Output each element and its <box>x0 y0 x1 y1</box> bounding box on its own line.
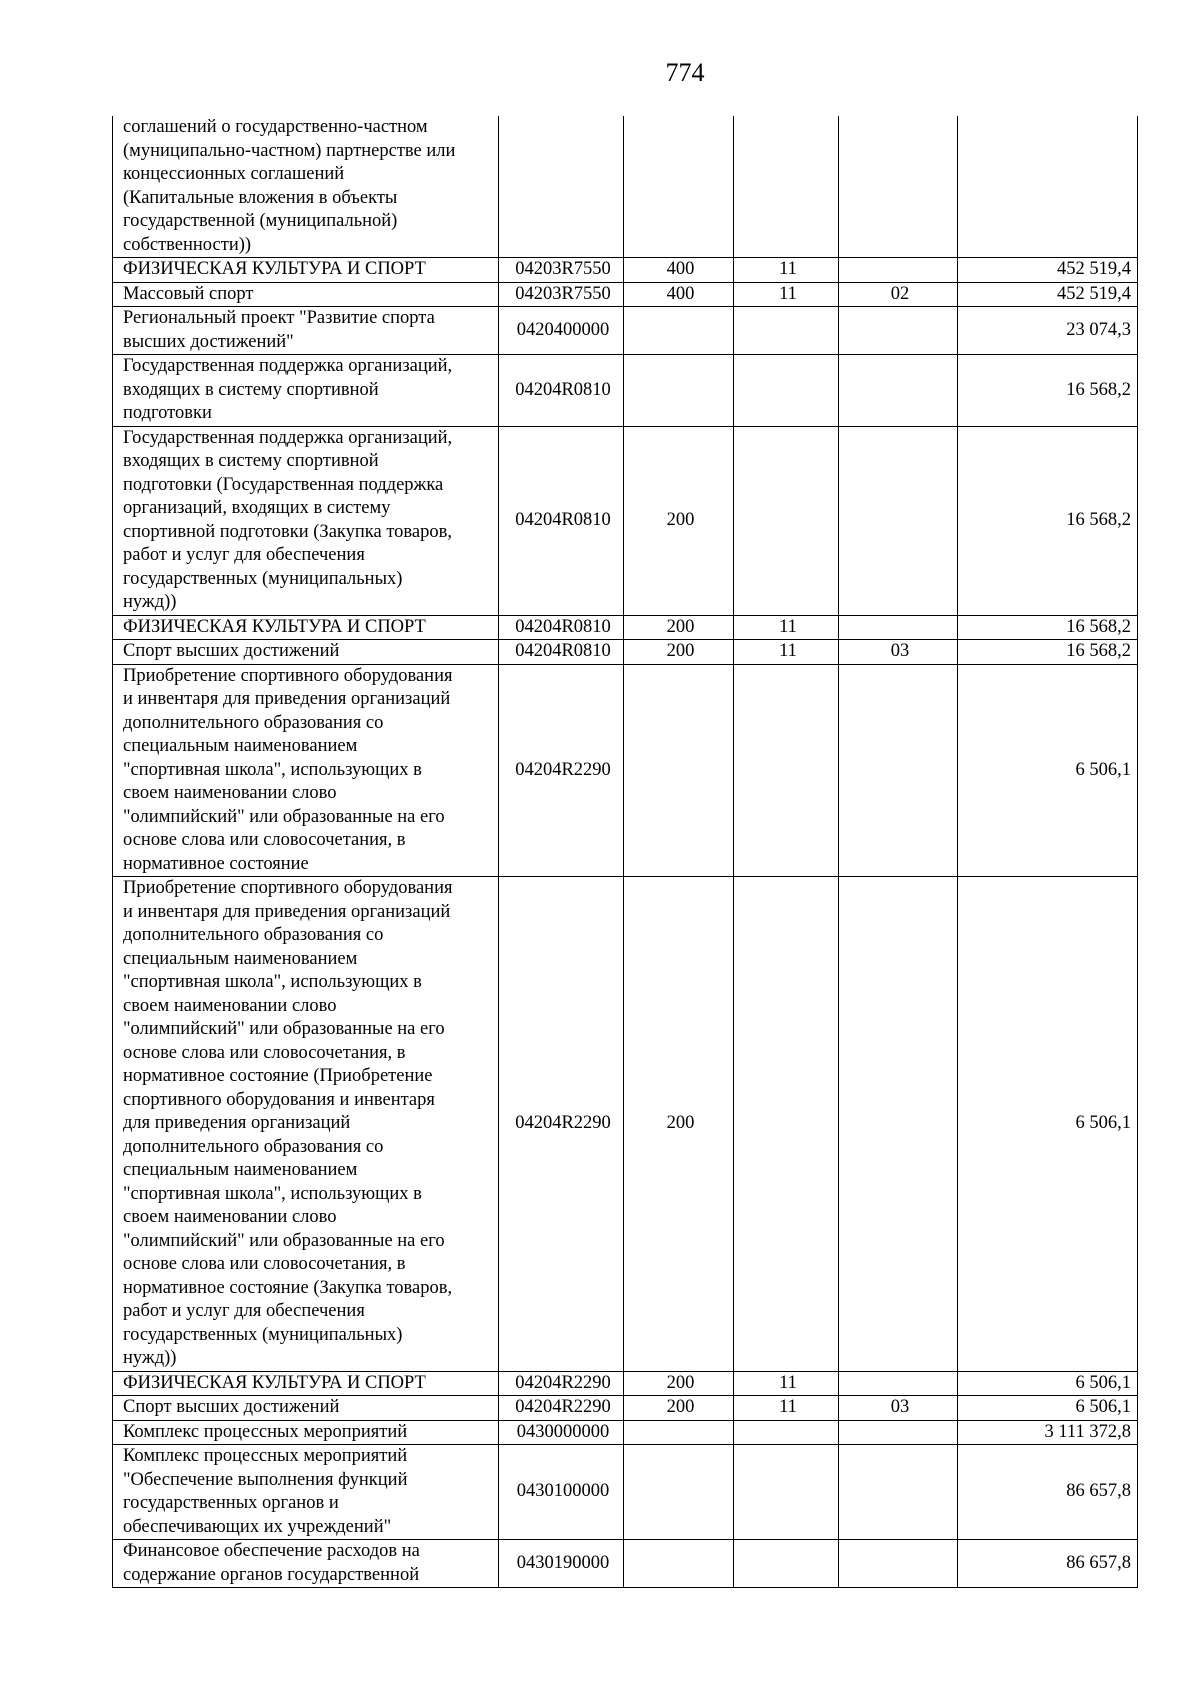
cell-section: 11 <box>734 615 839 640</box>
cell-target-code: 04204R0810 <box>499 640 624 665</box>
table-row <box>113 307 1138 355</box>
cell-name <box>113 615 499 640</box>
row-name-text: соглашений о государственно-частном (муниципально-частном) партнерстве или концессионных соглашений (Капитальные вложения в объекты государственной (муниципальной) собственности)) <box>123 117 456 255</box>
cell-name <box>113 258 499 283</box>
table-row <box>113 116 1138 258</box>
cell-section: 11 <box>734 1371 839 1396</box>
cell-expense-type: 200 <box>624 640 734 665</box>
cell-expense-type: 200 <box>624 426 734 615</box>
budget-table <box>112 116 1138 1588</box>
cell-subsection <box>839 116 958 258</box>
cell-amount: 6 506,1 <box>958 664 1138 877</box>
table-row <box>113 426 1138 615</box>
cell-subsection <box>839 1445 958 1540</box>
cell-subsection <box>839 1540 958 1588</box>
cell-name <box>113 1445 499 1540</box>
cell-expense-type: 400 <box>624 258 734 283</box>
cell-name <box>113 426 499 615</box>
cell-subsection <box>839 1420 958 1445</box>
cell-amount: 16 568,2 <box>958 640 1138 665</box>
cell-expense-type <box>624 664 734 877</box>
cell-subsection <box>839 355 958 427</box>
row-name-text: Массовый спорт <box>123 283 254 304</box>
cell-subsection <box>839 1371 958 1396</box>
cell-amount <box>958 116 1138 258</box>
table-row <box>113 615 1138 640</box>
cell-expense-type: 200 <box>624 1396 734 1421</box>
table-row <box>113 1420 1138 1445</box>
cell-amount: 452 519,4 <box>958 258 1138 283</box>
cell-expense-type: 400 <box>624 282 734 307</box>
cell-name <box>113 664 499 877</box>
cell-target-code: 04204R0810 <box>499 355 624 427</box>
table-row <box>113 1396 1138 1421</box>
cell-subsection: 03 <box>839 1396 958 1421</box>
cell-name <box>113 355 499 427</box>
cell-expense-type <box>624 1420 734 1445</box>
cell-section <box>734 355 839 427</box>
cell-amount: 16 568,2 <box>958 615 1138 640</box>
cell-subsection <box>839 615 958 640</box>
table-row <box>113 282 1138 307</box>
cell-name <box>113 1540 499 1588</box>
cell-section <box>734 307 839 355</box>
cell-section <box>734 1445 839 1540</box>
cell-expense-type <box>624 307 734 355</box>
cell-target-code: 04204R2290 <box>499 1371 624 1396</box>
cell-amount: 6 506,1 <box>958 877 1138 1372</box>
row-name-text: Спорт высших достижений <box>123 1397 340 1417</box>
cell-target-code: 04204R2290 <box>499 664 624 877</box>
row-name-text: ФИЗИЧЕСКАЯ КУЛЬТУРА И СПОРТ <box>123 1372 426 1393</box>
table-row <box>113 664 1138 877</box>
cell-expense-type: 200 <box>624 1371 734 1396</box>
cell-name <box>113 1420 499 1445</box>
row-name-text: Государственная поддержка организаций, входящих в систему спортивной подготовки <box>123 356 453 423</box>
row-name-text: Финансовое обеспечение расходов на содержание органов государственной <box>123 1541 420 1585</box>
cell-target-code: 0430100000 <box>499 1445 624 1540</box>
cell-amount: 16 568,2 <box>958 426 1138 615</box>
cell-section <box>734 664 839 877</box>
cell-amount: 6 506,1 <box>958 1396 1138 1421</box>
page-number: 774 <box>665 58 705 87</box>
cell-expense-type <box>624 1445 734 1540</box>
cell-subsection <box>839 877 958 1372</box>
cell-target-code <box>499 116 624 258</box>
cell-name <box>113 877 499 1372</box>
cell-section: 11 <box>734 258 839 283</box>
row-name-text: Приобретение спортивного оборудования и инвентаря для приведения организаций дополнительного образования со специальным наименованием "спортивная школа", использующих в своем наименовании слово "олимпийский" или образованные на его основе слова или словосочетания, в нормативное состояние <box>123 665 453 874</box>
cell-name <box>113 282 499 307</box>
cell-expense-type: 200 <box>624 615 734 640</box>
cell-target-code: 0420400000 <box>499 307 624 355</box>
cell-expense-type <box>624 355 734 427</box>
table-row <box>113 1540 1138 1588</box>
row-name-text: ФИЗИЧЕСКАЯ КУЛЬТУРА И СПОРТ <box>123 616 426 637</box>
cell-section <box>734 116 839 258</box>
cell-amount: 23 074,3 <box>958 307 1138 355</box>
cell-target-code: 04204R0810 <box>499 615 624 640</box>
cell-target-code: 0430190000 <box>499 1540 624 1588</box>
cell-section <box>734 1540 839 1588</box>
row-name-text: Комплекс процессных мероприятий "Обеспечение выполнения функций государственных органов и обеспечивающих их учреждений" <box>123 1446 408 1537</box>
cell-expense-type <box>624 116 734 258</box>
cell-section: 11 <box>734 282 839 307</box>
cell-expense-type: 200 <box>624 877 734 1372</box>
cell-amount: 3 111 372,8 <box>958 1420 1138 1445</box>
cell-subsection <box>839 664 958 877</box>
cell-name <box>113 1396 499 1421</box>
cell-target-code: 04203R7550 <box>499 258 624 283</box>
cell-name <box>113 640 499 665</box>
row-name-text: Спорт высших достижений <box>123 641 340 661</box>
cell-amount: 86 657,8 <box>958 1540 1138 1588</box>
cell-name <box>113 116 499 258</box>
cell-section: 11 <box>734 640 839 665</box>
cell-subsection: 02 <box>839 282 958 307</box>
table-row <box>113 877 1138 1372</box>
cell-name <box>113 1371 499 1396</box>
table-row <box>113 355 1138 427</box>
cell-subsection: 03 <box>839 640 958 665</box>
cell-target-code: 04204R0810 <box>499 426 624 615</box>
table-row <box>113 258 1138 283</box>
cell-section: 11 <box>734 1396 839 1421</box>
table-row <box>113 1371 1138 1396</box>
cell-target-code: 0430000000 <box>499 1420 624 1445</box>
cell-target-code: 04204R2290 <box>499 1396 624 1421</box>
row-name-text: ФИЗИЧЕСКАЯ КУЛЬТУРА И СПОРТ <box>123 259 426 279</box>
table-row <box>113 640 1138 665</box>
cell-expense-type <box>624 1540 734 1588</box>
cell-subsection <box>839 307 958 355</box>
row-name-text: Региональный проект "Развитие спорта высших достижений" <box>123 308 435 352</box>
cell-amount: 86 657,8 <box>958 1445 1138 1540</box>
cell-amount: 452 519,4 <box>958 282 1138 307</box>
cell-amount: 16 568,2 <box>958 355 1138 427</box>
row-name-text: Комплекс процессных мероприятий <box>123 1421 408 1442</box>
budget-table-body <box>113 116 1138 1588</box>
cell-section <box>734 1420 839 1445</box>
row-name-text: Приобретение спортивного оборудования и инвентаря для приведения организаций дополнительного образования со специальным наименованием "спортивная школа", использующих в своем наименовании слово "олимпийский" или образованные на его основе слова или словосочетания, в нормативное состояние (Приобретение спортивного оборудования и инвентаря для приведения организаций дополнительного образования со специальным наименованием "спортивная школа", использующих в своем наименовании слово "олимпийский" или образованные на его основе слова или словосочетания, в нормативное состояние (Закупка товаров, работ и услуг для обеспечения государственных (муниципальных) нужд)) <box>123 878 453 1368</box>
cell-target-code: 04203R7550 <box>499 282 624 307</box>
table-row <box>113 1445 1138 1540</box>
cell-subsection <box>839 426 958 615</box>
cell-section <box>734 426 839 615</box>
cell-target-code: 04204R2290 <box>499 877 624 1372</box>
cell-name <box>113 307 499 355</box>
cell-amount: 6 506,1 <box>958 1371 1138 1396</box>
cell-section <box>734 877 839 1372</box>
row-name-text: Государственная поддержка организаций, входящих в систему спортивной подготовки (Государственная поддержка организаций, входящих в систему спортивной подготовки (Закупка товаров, работ и услуг для обеспечения государственных (муниципальных) нужд)) <box>123 427 453 612</box>
cell-subsection <box>839 258 958 283</box>
